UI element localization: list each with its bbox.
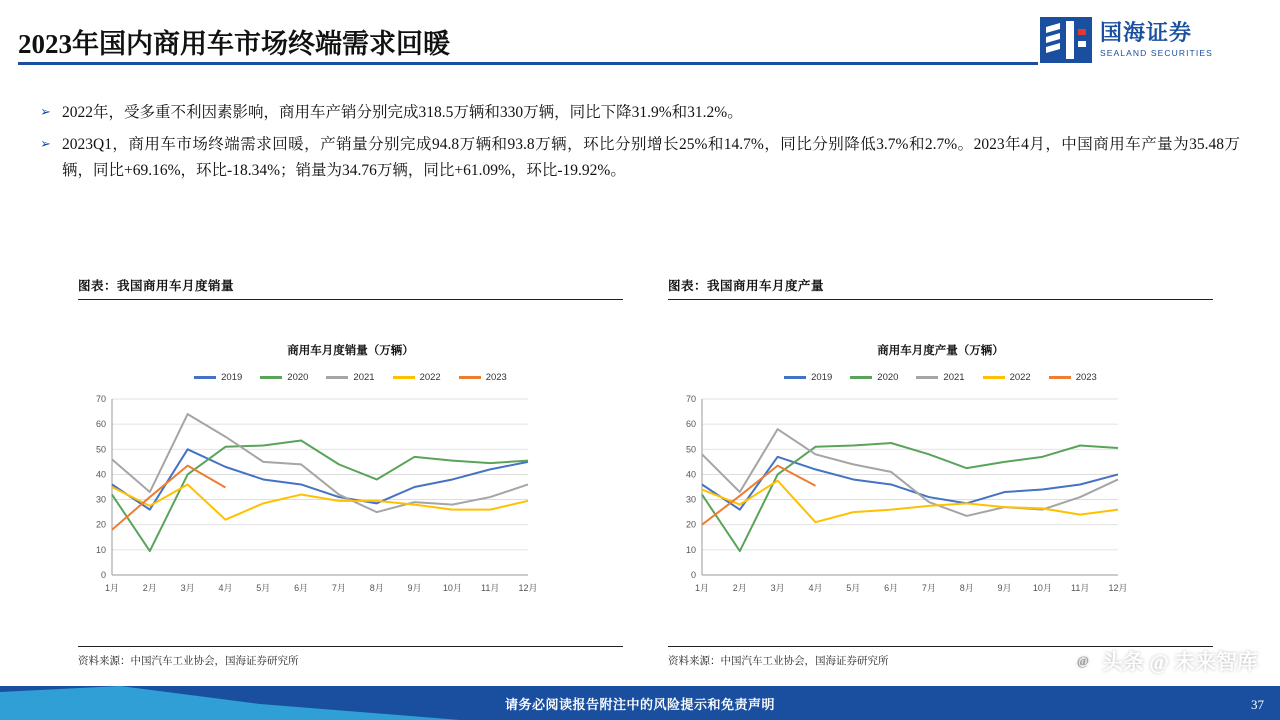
legend-item-2020 [260, 372, 308, 383]
svg-text:2月: 2月 [142, 583, 157, 593]
title-divider [18, 62, 1038, 65]
chart-legend [78, 372, 623, 383]
watermark [1072, 646, 1258, 676]
svg-text:10月: 10月 [1032, 583, 1052, 593]
logo-name-en: SEALAND SECURITIES [1100, 48, 1213, 59]
svg-text:70: 70 [685, 394, 696, 404]
bullet-marker-icon: ➢ [40, 105, 51, 120]
legend-label: 2022 [419, 372, 441, 383]
svg-text:50: 50 [95, 444, 106, 455]
legend-swatch-icon [1049, 376, 1071, 379]
svg-text:3月: 3月 [770, 583, 785, 593]
svg-text:70: 70 [95, 394, 106, 404]
svg-text:20: 20 [685, 519, 696, 530]
svg-text:12月: 12月 [518, 583, 538, 593]
svg-text:4月: 4月 [218, 583, 233, 593]
chart-plot-area [668, 391, 1213, 601]
svg-text:6月: 6月 [294, 583, 309, 593]
legend-label: 2019 [221, 372, 243, 383]
watermark-text: 头条 @ 未来智库 [1101, 650, 1258, 674]
legend-item-2021 [916, 372, 964, 383]
legend-label: 2020 [287, 372, 309, 383]
legend-swatch-icon [326, 376, 348, 379]
bullet-text: 2022年，受多重不利因素影响，商用车产销分别完成318.5万辆和330万辆，同比下降31.9%和31.2%。 [62, 104, 743, 121]
svg-text:3月: 3月 [180, 583, 195, 593]
bullet-marker-icon: ➢ [40, 137, 51, 152]
svg-text:0: 0 [690, 570, 696, 580]
legend-label: 2023 [1075, 372, 1097, 383]
chart-plot-area [78, 391, 623, 601]
svg-text:2月: 2月 [732, 583, 747, 593]
line-chart [78, 391, 538, 601]
legend-label: 2021 [353, 372, 375, 383]
svg-text:30: 30 [685, 494, 696, 505]
legend-item-2020 [850, 372, 898, 383]
svg-text:0: 0 [100, 570, 106, 580]
legend-label: 2019 [811, 372, 833, 383]
svg-text:40: 40 [685, 469, 696, 480]
footer-note: 请务必阅读报告附注中的风险提示和免责声明 [504, 697, 775, 712]
logo-name-cn: 国海证券 [1100, 20, 1193, 46]
legend-item-2022 [983, 372, 1031, 383]
svg-text:40: 40 [95, 469, 106, 480]
watermark-icon: @ [1072, 650, 1094, 672]
bullet-list [40, 100, 1240, 190]
legend-label: 2021 [943, 372, 965, 383]
svg-text:60: 60 [685, 419, 696, 430]
svg-text:8月: 8月 [369, 583, 384, 593]
svg-text:20: 20 [95, 519, 106, 530]
legend-swatch-icon [459, 376, 481, 379]
svg-text:6月: 6月 [884, 583, 899, 593]
legend-item-2019 [194, 372, 242, 383]
logo-mark-icon [1040, 17, 1092, 63]
svg-text:9月: 9月 [407, 583, 422, 593]
legend-item-2022 [393, 372, 441, 383]
page-number: 37 [1251, 697, 1264, 712]
page-title: 2023年国内商用车市场终端需求回暖 [18, 29, 450, 59]
legend-label: 2023 [485, 372, 507, 383]
legend-item-2023 [459, 372, 507, 383]
svg-text:4月: 4月 [808, 583, 823, 593]
svg-text:8月: 8月 [959, 583, 974, 593]
legend-swatch-icon [916, 376, 938, 379]
legend-item-2023 [1049, 372, 1097, 383]
chart-panel-production [668, 276, 1213, 676]
svg-text:11月: 11月 [1071, 583, 1090, 593]
legend-swatch-icon [260, 376, 282, 379]
slide-footer [0, 686, 1280, 720]
svg-text:60: 60 [95, 419, 106, 430]
svg-text:10: 10 [95, 544, 106, 555]
svg-text:1月: 1月 [694, 583, 710, 593]
svg-text:5月: 5月 [846, 583, 861, 593]
svg-text:7月: 7月 [331, 583, 346, 593]
chart-legend [668, 372, 1213, 383]
chart-title: 商用车月度产量（万辆） [877, 345, 1004, 357]
panel-heading: 图表：我国商用车月度销量 [78, 276, 623, 300]
svg-text:5月: 5月 [256, 583, 271, 593]
svg-text:7月: 7月 [921, 583, 936, 593]
chart-source: 资料来源：中国汽车工业协会，国海证券研究所 [78, 646, 623, 668]
legend-label: 2022 [1009, 372, 1031, 383]
brand-logo [1040, 14, 1262, 66]
svg-text:11月: 11月 [481, 583, 500, 593]
legend-swatch-icon [784, 376, 806, 379]
svg-text:10月: 10月 [442, 583, 462, 593]
svg-text:1月: 1月 [104, 583, 120, 593]
svg-text:50: 50 [685, 444, 696, 455]
series-line-2020 [112, 440, 528, 551]
svg-text:9月: 9月 [997, 583, 1012, 593]
legend-swatch-icon [393, 376, 415, 379]
svg-text:10: 10 [685, 544, 696, 555]
bullet-text: 2023Q1，商用车市场终端需求回暖，产销量分别完成94.8万辆和93.8万辆，环比分别增长25%和14.7%，同比分别降低3.7%和2.7%。2023年4月，中国商用车产量为35.48万辆，同比+69.16%，环比-18.34%；销量为34.76万辆，同比+61.09%，环比-19.92%。 [62, 136, 1240, 179]
chart-source: 资料来源：中国汽车工业协会，国海证券研究所 [668, 646, 1213, 668]
bullet-item [40, 132, 1240, 184]
legend-item-2021 [326, 372, 374, 383]
svg-text:30: 30 [95, 494, 106, 505]
chart-title: 商用车月度销量（万辆） [287, 345, 414, 357]
legend-swatch-icon [194, 376, 216, 379]
svg-text:12月: 12月 [1108, 583, 1128, 593]
legend-label: 2020 [877, 372, 899, 383]
legend-swatch-icon [850, 376, 872, 379]
bullet-item [40, 100, 1240, 126]
chart-panel-sales [78, 276, 623, 676]
legend-swatch-icon [983, 376, 1005, 379]
line-chart [668, 391, 1128, 601]
legend-item-2019 [784, 372, 832, 383]
series-line-2020 [702, 443, 1118, 551]
slide-header [0, 0, 1280, 82]
panel-heading: 图表：我国商用车月度产量 [668, 276, 1213, 300]
logo-text [1100, 22, 1213, 58]
